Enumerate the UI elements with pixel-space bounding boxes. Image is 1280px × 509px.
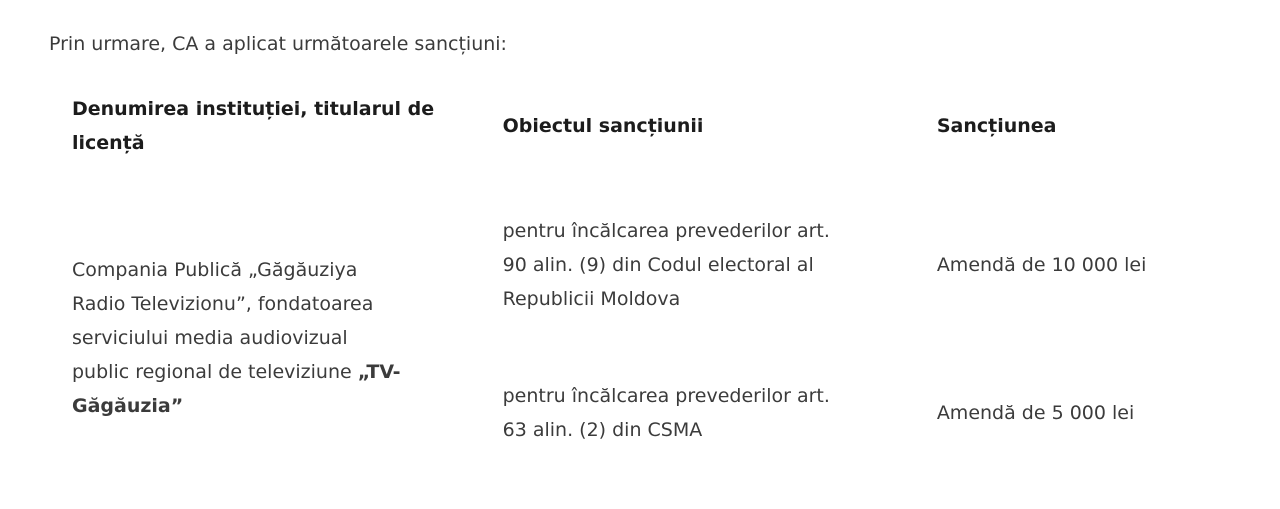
- table-header-row: [72, 82, 1231, 170]
- sanction-object-cell-1: pentru încălcarea prevederilor art. 90 alin. (9) din Codul electoral al Republicii Moldova: [502, 220, 830, 310]
- column-header-object: Obiectul sancțiunii: [502, 115, 704, 137]
- sanction-object-cell-2: pentru încălcarea prevederilor art. 63 alin. (2) din CSMA: [502, 384, 830, 441]
- sanction-amount-cell-2: Amendă de 5 000 lei: [936, 401, 1135, 424]
- sanctions-table: [72, 82, 1231, 465]
- sanction-amount-cell-1: Amendă de 10 000 lei: [936, 254, 1147, 276]
- institution-cell: Compania Publică „Găgăuziya Radio Televizionu”, fondatoarea serviciului media audiovizual public regional de televiziune „TV- Găgăuzia”: [72, 258, 401, 417]
- intro-text: Prin urmare, CA a aplicat următoarele sancțiuni:: [49, 33, 507, 55]
- column-header-sanction: Sancțiunea: [936, 115, 1057, 137]
- column-header-institution: Denumirea instituției, titularul de licență: [72, 98, 435, 154]
- table-row: [72, 170, 1231, 360]
